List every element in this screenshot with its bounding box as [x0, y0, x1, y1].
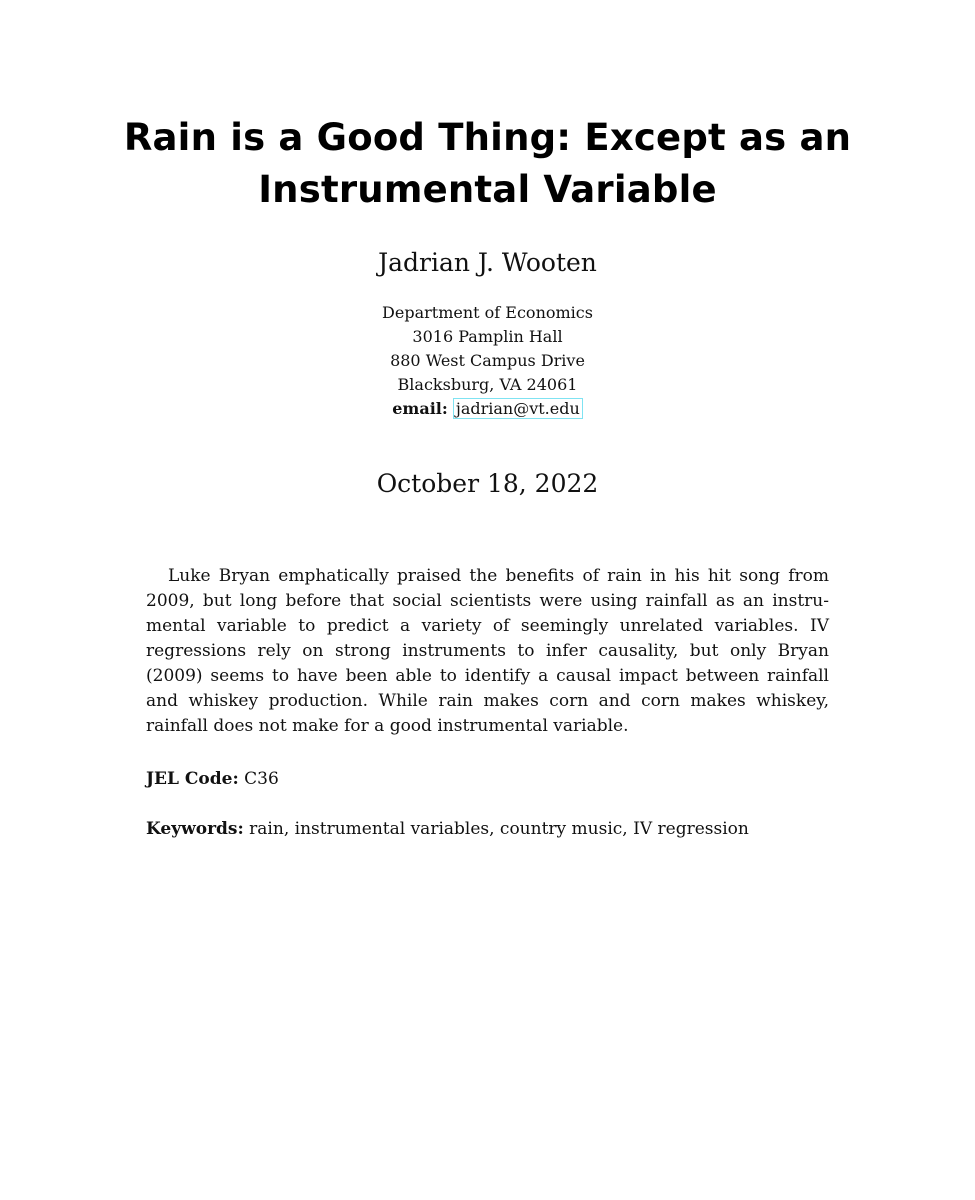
author-name: Jadrian J. Wooten: [378, 248, 597, 277]
abstract: [146, 564, 829, 739]
email-line: [0, 397, 975, 421]
department-line: Department of Economics: [382, 303, 593, 322]
abstract-line: 2009, but long before that social scientists were using rainfall as an instru-: [146, 591, 829, 611]
abstract-line: (2009) seems to have been able to identify a causal impact between rainfall: [146, 666, 829, 686]
city-line: Blacksburg, VA 24061: [397, 375, 578, 394]
abstract-line: mental variable to predict a variety of seemingly unrelated variables. IV: [146, 616, 829, 636]
street-line: 880 West Campus Drive: [390, 351, 585, 370]
abstract-line: rainfall does not make for a good instrumental variable.: [146, 716, 629, 736]
jel-label: JEL Code:: [146, 769, 239, 789]
email-link[interactable]: jadrian@vt.edu: [453, 398, 583, 419]
abstract-line: Luke Bryan emphatically praised the benefits of rain in his hit song from: [168, 566, 829, 586]
paper-date: October 18, 2022: [376, 469, 599, 498]
title-line: Rain is a Good Thing: Except as an: [123, 116, 852, 159]
abstract-line: and whiskey production. While rain makes corn and corn makes whiskey,: [146, 691, 829, 711]
building-line: 3016 Pamplin Hall: [412, 327, 563, 346]
title-line: Instrumental Variable: [258, 168, 717, 211]
keywords-label: Keywords:: [146, 819, 244, 839]
abstract-line: regressions rely on strong instruments to infer causality, but only Bryan: [146, 641, 829, 661]
email-label: email:: [392, 399, 448, 418]
affiliation-block: [0, 301, 975, 421]
keywords: [146, 817, 846, 841]
jel-code: [146, 767, 846, 791]
jel-value: C36: [244, 769, 279, 789]
paper-title: [100, 112, 875, 216]
keywords-value: rain, instrumental variables, country music, IV regression: [249, 819, 749, 839]
